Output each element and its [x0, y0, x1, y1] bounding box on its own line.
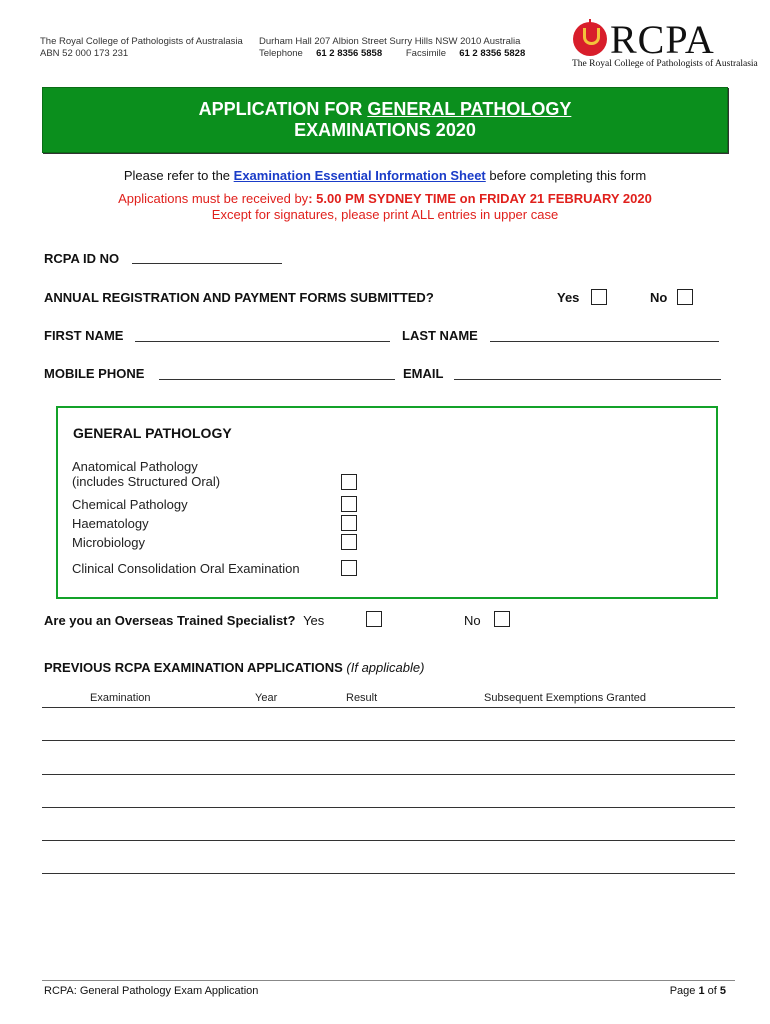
previous-heading-text: PREVIOUS RCPA EXAMINATION APPLICATIONS	[44, 660, 343, 675]
overseas-no-checkbox[interactable]	[494, 611, 510, 627]
overseas-question-text: Are you an Overseas Trained Specialist?	[44, 613, 296, 628]
annual-no-checkbox[interactable]	[677, 289, 693, 305]
previous-applications-heading	[44, 660, 424, 675]
uppercase-note: Except for signatures, please print ALL entries in upper case	[211, 207, 559, 222]
last-name-label: LAST NAME	[402, 328, 478, 343]
col-examination: Examination	[90, 692, 151, 704]
contact-block	[259, 36, 525, 60]
rcpa-logo	[570, 17, 758, 70]
microbiology-checkbox[interactable]	[341, 534, 357, 550]
clinical-consolidation-checkbox[interactable]	[341, 560, 357, 576]
rcpa-emblem-icon	[573, 22, 607, 56]
rcpa-id-label: RCPA ID NO	[44, 251, 120, 266]
mobile-phone-field[interactable]	[159, 378, 395, 380]
email-field[interactable]	[454, 378, 721, 380]
haematology-label: Haematology	[72, 516, 149, 531]
deadline-prefix: Applications must be received by	[118, 191, 309, 206]
anatomical-pathology-line1: Anatomical Pathology	[72, 459, 198, 474]
telephone-label: Telephone	[259, 48, 303, 59]
general-pathology-heading: GENERAL PATHOLOGY	[73, 425, 232, 441]
chemical-pathology-label: Chemical Pathology	[72, 497, 188, 512]
logo-tagline: The Royal College of Pathologists of Australasia	[572, 59, 758, 69]
fax-number: 61 2 8356 5828	[459, 48, 526, 59]
org-address-block	[40, 36, 243, 60]
page-current: 1	[698, 985, 705, 997]
org-street-address: Durham Hall 207 Albion Street Surry Hills NSW 2010 Australia	[259, 36, 521, 47]
page-prefix: Page	[669, 985, 699, 997]
col-exemptions: Subsequent Exemptions Granted	[484, 692, 647, 704]
title-prefix: APPLICATION FOR	[198, 99, 368, 119]
page-total: 5	[719, 985, 726, 997]
page-number	[670, 985, 726, 997]
chemical-pathology-checkbox[interactable]	[341, 496, 357, 512]
refer-after: before completing this form	[485, 168, 647, 183]
telephone-number: 61 2 8356 5858	[316, 48, 383, 59]
deadline-date: : 5.00 PM SYDNEY TIME on FRIDAY 21 FEBRUARY 2020	[308, 191, 652, 206]
annual-no-label: No	[650, 290, 668, 305]
footer-title: RCPA: General Pathology Exam Application	[44, 985, 259, 997]
anatomical-pathology-line2: (includes Structured Oral)	[72, 474, 221, 489]
refer-before: Please refer to the	[123, 168, 234, 183]
email-label: EMAIL	[403, 366, 444, 381]
anatomical-pathology-checkbox[interactable]	[341, 474, 357, 490]
table-row[interactable]	[42, 774, 735, 775]
table-row[interactable]	[42, 740, 735, 741]
refer-note	[0, 168, 770, 183]
first-name-label: FIRST NAME	[44, 328, 124, 343]
haematology-checkbox[interactable]	[341, 515, 357, 531]
org-name: The Royal College of Pathologists of Australasia	[40, 36, 243, 47]
mobile-phone-label: MOBILE PHONE	[44, 366, 145, 381]
table-row[interactable]	[42, 873, 735, 874]
footer-rule	[42, 980, 735, 981]
rcpa-id-field[interactable]	[132, 262, 282, 264]
page-title	[43, 88, 727, 141]
annual-yes-label: Yes	[557, 290, 580, 305]
table-row[interactable]	[42, 840, 735, 841]
anatomical-pathology-label	[72, 459, 220, 489]
overseas-question	[44, 613, 324, 628]
fax-label: Facsimile	[405, 48, 446, 59]
title-line2: EXAMINATIONS 2020	[294, 120, 476, 140]
table-header-rule	[42, 707, 735, 708]
clinical-consolidation-label: Clinical Consolidation Oral Examination	[72, 561, 300, 576]
info-sheet-link[interactable]: Examination Essential Information Sheet	[233, 168, 486, 183]
title-banner	[42, 87, 728, 153]
annual-yes-checkbox[interactable]	[591, 289, 607, 305]
overseas-yes-checkbox[interactable]	[366, 611, 382, 627]
previous-heading-note: (If applicable)	[346, 660, 425, 675]
col-year: Year	[255, 692, 278, 704]
logo-wordmark: RCPA	[610, 17, 715, 62]
title-underlined: GENERAL PATHOLOGY	[367, 99, 572, 119]
annual-registration-label: ANNUAL REGISTRATION AND PAYMENT FORMS SUBMITTED?	[44, 290, 434, 305]
last-name-field[interactable]	[490, 340, 719, 342]
deadline-note	[0, 191, 770, 206]
microbiology-label: Microbiology	[72, 535, 145, 550]
org-abn: ABN 52 000 173 231	[40, 48, 129, 59]
table-row[interactable]	[42, 807, 735, 808]
col-result: Result	[346, 692, 378, 704]
overseas-no-label: No	[464, 613, 481, 628]
page-of: of	[704, 985, 720, 997]
overseas-yes-label: Yes	[303, 613, 325, 628]
first-name-field[interactable]	[135, 340, 390, 342]
